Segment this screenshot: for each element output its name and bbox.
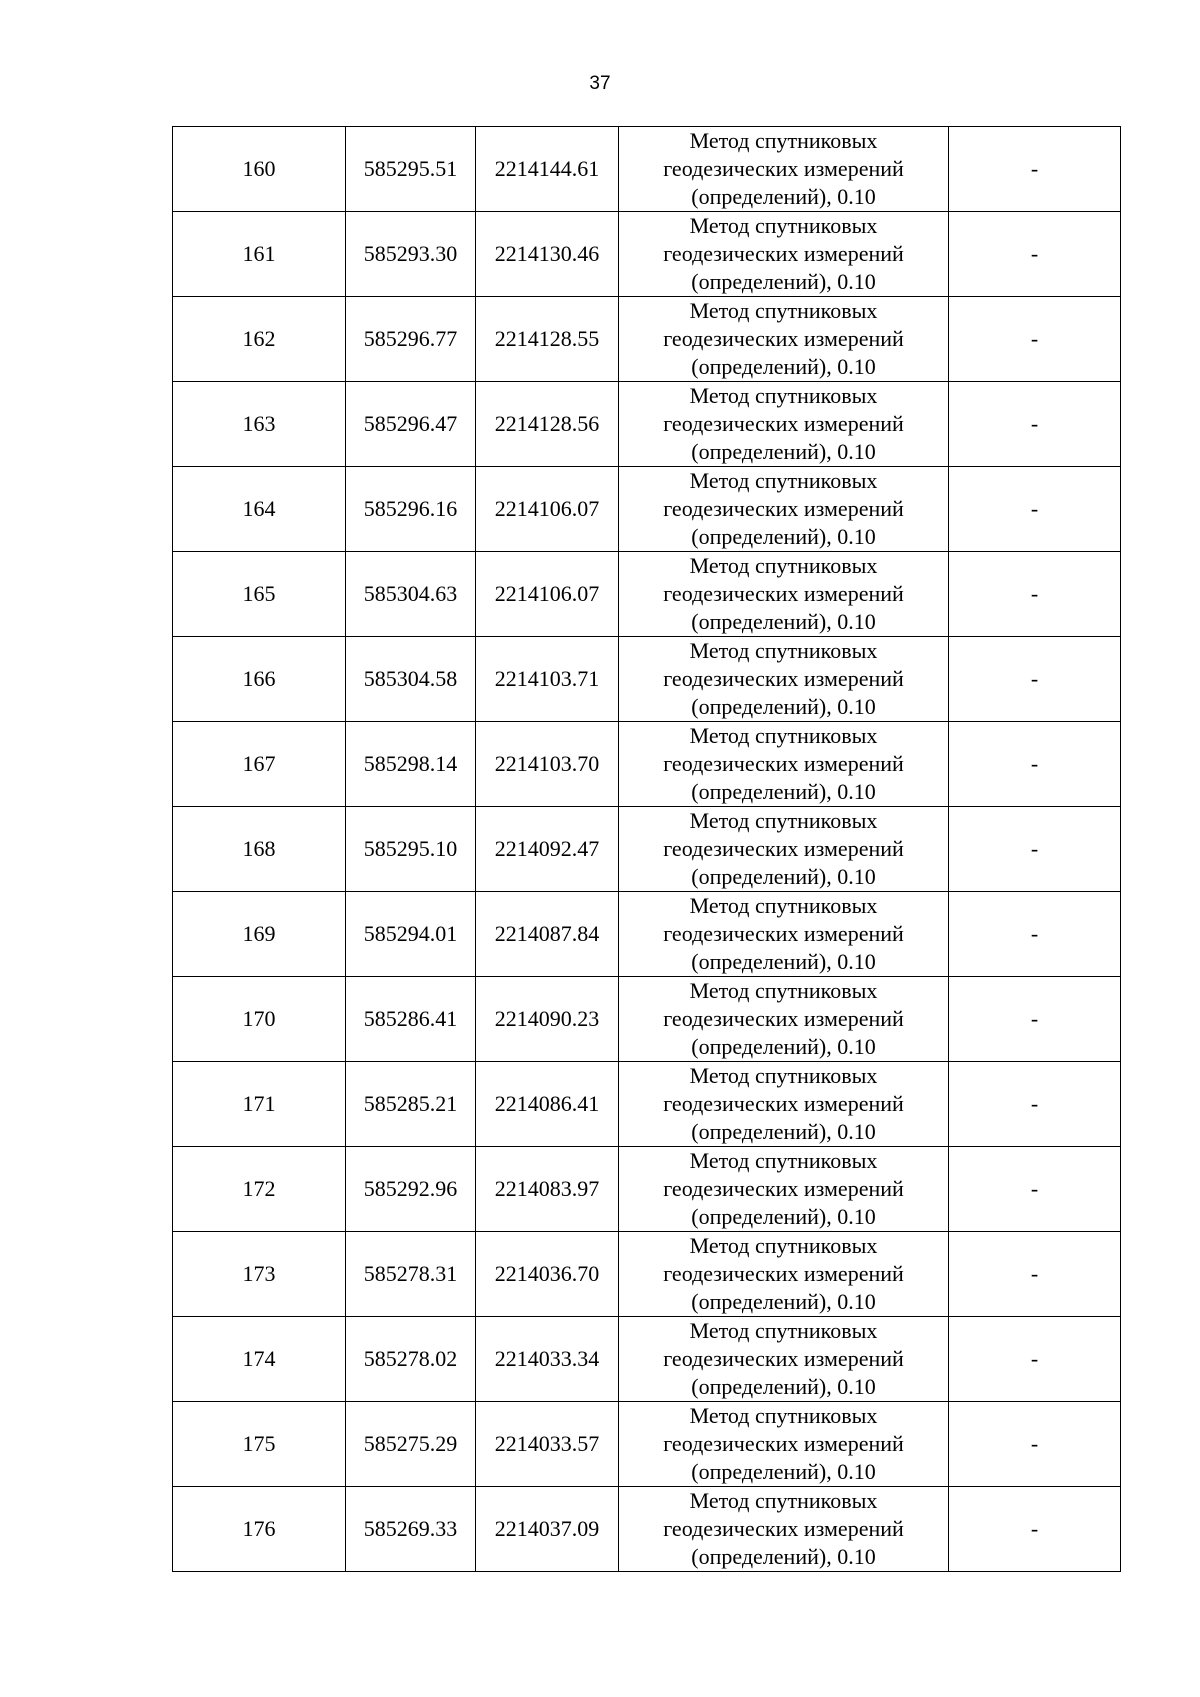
extra-cell: - bbox=[949, 637, 1121, 722]
method-cell bbox=[619, 1232, 949, 1317]
y-coordinate-cell: 2214103.70 bbox=[476, 722, 619, 807]
table-row bbox=[173, 1232, 1121, 1317]
coordinates-table bbox=[172, 126, 1121, 1572]
point-number-cell: 173 bbox=[173, 1232, 346, 1317]
extra-cell: - bbox=[949, 552, 1121, 637]
method-text-line: (определений), 0.10 bbox=[691, 1544, 876, 1569]
extra-cell: - bbox=[949, 977, 1121, 1062]
extra-cell: - bbox=[949, 1402, 1121, 1487]
x-coordinate-cell: 585269.33 bbox=[346, 1487, 476, 1572]
table-row bbox=[173, 977, 1121, 1062]
table-row bbox=[173, 1147, 1121, 1232]
x-coordinate-cell: 585304.58 bbox=[346, 637, 476, 722]
method-cell bbox=[619, 127, 949, 212]
point-number-cell: 163 bbox=[173, 382, 346, 467]
method-text-line: геодезических измерений bbox=[663, 751, 904, 776]
method-cell bbox=[619, 467, 949, 552]
method-text-line: геодезических измерений bbox=[663, 921, 904, 946]
method-text-line: (определений), 0.10 bbox=[691, 694, 876, 719]
x-coordinate-cell: 585278.31 bbox=[346, 1232, 476, 1317]
x-coordinate-cell: 585292.96 bbox=[346, 1147, 476, 1232]
method-text-line: геодезических измерений bbox=[663, 156, 904, 181]
point-number-cell: 160 bbox=[173, 127, 346, 212]
method-text-line: геодезических измерений bbox=[663, 1516, 904, 1541]
table-row bbox=[173, 552, 1121, 637]
x-coordinate-cell: 585293.30 bbox=[346, 212, 476, 297]
method-text-line: геодезических измерений bbox=[663, 836, 904, 861]
method-text-line: Метод спутниковых bbox=[689, 553, 878, 578]
method-cell bbox=[619, 1487, 949, 1572]
method-cell bbox=[619, 1147, 949, 1232]
y-coordinate-cell: 2214103.71 bbox=[476, 637, 619, 722]
point-number-cell: 162 bbox=[173, 297, 346, 382]
method-text-line: Метод спутниковых bbox=[689, 128, 878, 153]
x-coordinate-cell: 585294.01 bbox=[346, 892, 476, 977]
method-text-line: (определений), 0.10 bbox=[691, 1459, 876, 1484]
method-text-line: (определений), 0.10 bbox=[691, 779, 876, 804]
table-row bbox=[173, 382, 1121, 467]
point-number-cell: 175 bbox=[173, 1402, 346, 1487]
method-text-line: геодезических измерений bbox=[663, 1261, 904, 1286]
method-text-line: (определений), 0.10 bbox=[691, 524, 876, 549]
method-text-line: геодезических измерений bbox=[663, 1091, 904, 1116]
method-text-line: (определений), 0.10 bbox=[691, 609, 876, 634]
method-text-line: Метод спутниковых bbox=[689, 1403, 878, 1428]
table-row bbox=[173, 1402, 1121, 1487]
x-coordinate-cell: 585275.29 bbox=[346, 1402, 476, 1487]
method-text-line: Метод спутниковых bbox=[689, 978, 878, 1003]
method-text-line: (определений), 0.10 bbox=[691, 1374, 876, 1399]
point-number-cell: 168 bbox=[173, 807, 346, 892]
y-coordinate-cell: 2214128.56 bbox=[476, 382, 619, 467]
y-coordinate-cell: 2214128.55 bbox=[476, 297, 619, 382]
x-coordinate-cell: 585298.14 bbox=[346, 722, 476, 807]
method-text-line: Метод спутниковых bbox=[689, 213, 878, 238]
method-text-line: геодезических измерений bbox=[663, 581, 904, 606]
method-cell bbox=[619, 1062, 949, 1147]
method-text-line: Метод спутниковых bbox=[689, 468, 878, 493]
method-cell bbox=[619, 1402, 949, 1487]
method-text-line: (определений), 0.10 bbox=[691, 184, 876, 209]
x-coordinate-cell: 585296.77 bbox=[346, 297, 476, 382]
x-coordinate-cell: 585296.16 bbox=[346, 467, 476, 552]
point-number-cell: 161 bbox=[173, 212, 346, 297]
table-row bbox=[173, 1062, 1121, 1147]
table-row bbox=[173, 467, 1121, 552]
extra-cell: - bbox=[949, 297, 1121, 382]
y-coordinate-cell: 2214037.09 bbox=[476, 1487, 619, 1572]
method-text-line: геодезических измерений bbox=[663, 496, 904, 521]
method-cell bbox=[619, 552, 949, 637]
method-text-line: геодезических измерений bbox=[663, 326, 904, 351]
method-cell bbox=[619, 807, 949, 892]
method-text-line: Метод спутниковых bbox=[689, 298, 878, 323]
y-coordinate-cell: 2214106.07 bbox=[476, 467, 619, 552]
method-text-line: (определений), 0.10 bbox=[691, 1119, 876, 1144]
table-row bbox=[173, 807, 1121, 892]
extra-cell: - bbox=[949, 1062, 1121, 1147]
y-coordinate-cell: 2214036.70 bbox=[476, 1232, 619, 1317]
point-number-cell: 164 bbox=[173, 467, 346, 552]
method-cell bbox=[619, 1317, 949, 1402]
x-coordinate-cell: 585295.51 bbox=[346, 127, 476, 212]
method-text-line: (определений), 0.10 bbox=[691, 949, 876, 974]
method-text-line: Метод спутниковых bbox=[689, 1148, 878, 1173]
method-text-line: Метод спутниковых bbox=[689, 808, 878, 833]
y-coordinate-cell: 2214033.34 bbox=[476, 1317, 619, 1402]
extra-cell: - bbox=[949, 1317, 1121, 1402]
table-row bbox=[173, 892, 1121, 977]
method-cell bbox=[619, 977, 949, 1062]
table-row bbox=[173, 212, 1121, 297]
table-row bbox=[173, 1317, 1121, 1402]
method-text-line: Метод спутниковых bbox=[689, 1233, 878, 1258]
method-cell bbox=[619, 382, 949, 467]
extra-cell: - bbox=[949, 807, 1121, 892]
method-text-line: (определений), 0.10 bbox=[691, 864, 876, 889]
extra-cell: - bbox=[949, 1147, 1121, 1232]
method-text-line: геодезических измерений bbox=[663, 666, 904, 691]
method-text-line: (определений), 0.10 bbox=[691, 354, 876, 379]
extra-cell: - bbox=[949, 467, 1121, 552]
x-coordinate-cell: 585286.41 bbox=[346, 977, 476, 1062]
x-coordinate-cell: 585278.02 bbox=[346, 1317, 476, 1402]
coordinates-table-body bbox=[173, 127, 1121, 1572]
y-coordinate-cell: 2214086.41 bbox=[476, 1062, 619, 1147]
method-text-line: геодезических измерений bbox=[663, 411, 904, 436]
x-coordinate-cell: 585296.47 bbox=[346, 382, 476, 467]
method-text-line: геодезических измерений bbox=[663, 1346, 904, 1371]
table-row bbox=[173, 637, 1121, 722]
method-text-line: Метод спутниковых bbox=[689, 1488, 878, 1513]
table-row bbox=[173, 722, 1121, 807]
method-text-line: Метод спутниковых bbox=[689, 893, 878, 918]
extra-cell: - bbox=[949, 127, 1121, 212]
table-row bbox=[173, 1487, 1121, 1572]
point-number-cell: 174 bbox=[173, 1317, 346, 1402]
method-text-line: (определений), 0.10 bbox=[691, 269, 876, 294]
x-coordinate-cell: 585285.21 bbox=[346, 1062, 476, 1147]
table-row bbox=[173, 297, 1121, 382]
method-cell bbox=[619, 722, 949, 807]
point-number-cell: 170 bbox=[173, 977, 346, 1062]
extra-cell: - bbox=[949, 1487, 1121, 1572]
y-coordinate-cell: 2214106.07 bbox=[476, 552, 619, 637]
extra-cell: - bbox=[949, 722, 1121, 807]
method-text-line: Метод спутниковых bbox=[689, 1318, 878, 1343]
method-text-line: Метод спутниковых bbox=[689, 723, 878, 748]
page-number: 37 bbox=[589, 73, 611, 94]
method-cell bbox=[619, 637, 949, 722]
method-text-line: геодезических измерений bbox=[663, 1006, 904, 1031]
y-coordinate-cell: 2214033.57 bbox=[476, 1402, 619, 1487]
extra-cell: - bbox=[949, 212, 1121, 297]
method-text-line: геодезических измерений bbox=[663, 1431, 904, 1456]
method-text-line: Метод спутниковых bbox=[689, 383, 878, 408]
x-coordinate-cell: 585304.63 bbox=[346, 552, 476, 637]
method-text-line: Метод спутниковых bbox=[689, 1063, 878, 1088]
method-text-line: (определений), 0.10 bbox=[691, 1289, 876, 1314]
y-coordinate-cell: 2214087.84 bbox=[476, 892, 619, 977]
extra-cell: - bbox=[949, 892, 1121, 977]
y-coordinate-cell: 2214144.61 bbox=[476, 127, 619, 212]
point-number-cell: 172 bbox=[173, 1147, 346, 1232]
point-number-cell: 169 bbox=[173, 892, 346, 977]
method-cell bbox=[619, 297, 949, 382]
point-number-cell: 166 bbox=[173, 637, 346, 722]
method-text-line: (определений), 0.10 bbox=[691, 1204, 876, 1229]
y-coordinate-cell: 2214130.46 bbox=[476, 212, 619, 297]
y-coordinate-cell: 2214092.47 bbox=[476, 807, 619, 892]
point-number-cell: 167 bbox=[173, 722, 346, 807]
method-text-line: (определений), 0.10 bbox=[691, 439, 876, 464]
extra-cell: - bbox=[949, 1232, 1121, 1317]
method-text-line: (определений), 0.10 bbox=[691, 1034, 876, 1059]
method-text-line: геодезических измерений bbox=[663, 1176, 904, 1201]
point-number-cell: 171 bbox=[173, 1062, 346, 1147]
extra-cell: - bbox=[949, 382, 1121, 467]
x-coordinate-cell: 585295.10 bbox=[346, 807, 476, 892]
method-text-line: Метод спутниковых bbox=[689, 638, 878, 663]
method-text-line: геодезических измерений bbox=[663, 241, 904, 266]
point-number-cell: 176 bbox=[173, 1487, 346, 1572]
y-coordinate-cell: 2214090.23 bbox=[476, 977, 619, 1062]
method-cell bbox=[619, 892, 949, 977]
y-coordinate-cell: 2214083.97 bbox=[476, 1147, 619, 1232]
point-number-cell: 165 bbox=[173, 552, 346, 637]
table-row bbox=[173, 127, 1121, 212]
method-cell bbox=[619, 212, 949, 297]
